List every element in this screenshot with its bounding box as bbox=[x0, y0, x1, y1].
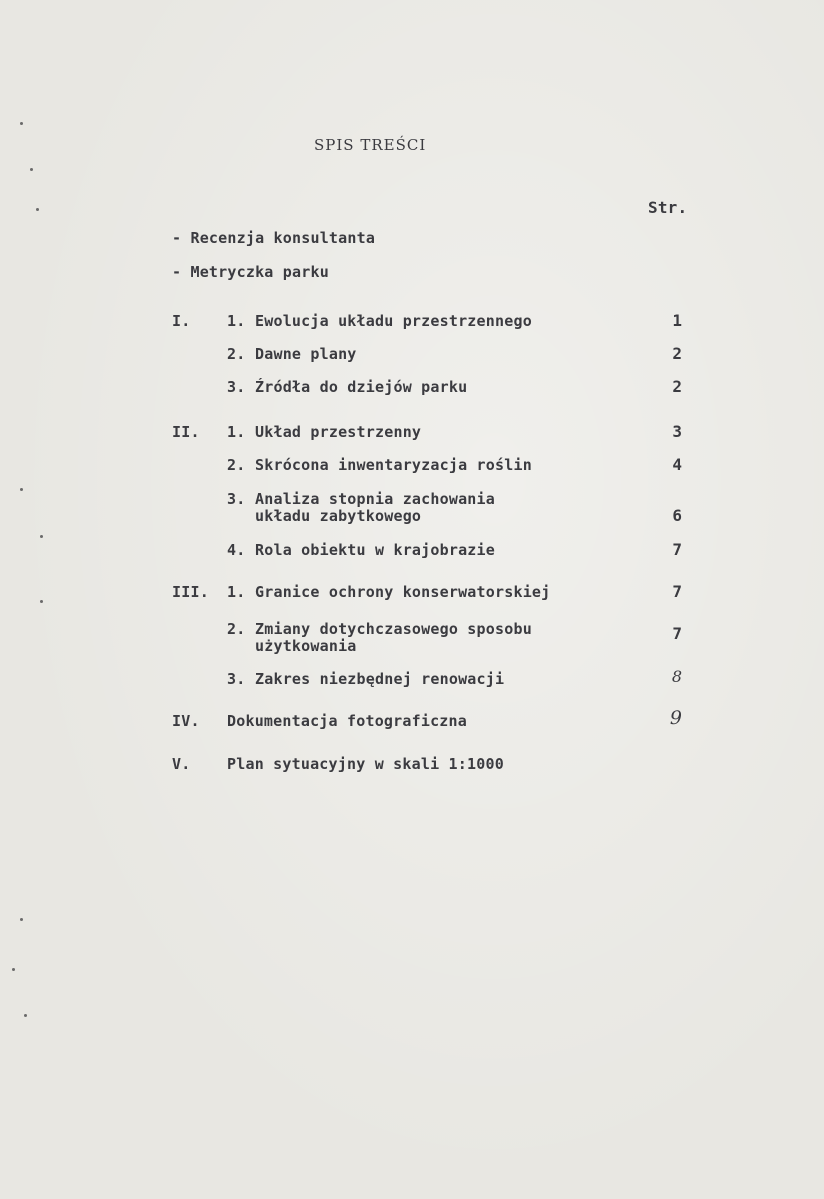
document-title: SPIS TREŚCI bbox=[314, 136, 427, 154]
entry-title: Zakres niezbędnej renowacji bbox=[255, 670, 505, 688]
entry-title: Zmiany dotychczasowego sposobu bbox=[255, 620, 532, 638]
scan-speck bbox=[12, 968, 15, 971]
entry-title: Skrócona inwentaryzacja roślin bbox=[255, 456, 532, 474]
scan-speck bbox=[20, 918, 23, 921]
entry-page: 9 bbox=[669, 707, 682, 729]
entry-number: 3. bbox=[227, 378, 246, 396]
preliminary-item: - Recenzja konsultanta bbox=[172, 229, 376, 247]
entry-page: 2 bbox=[672, 344, 682, 363]
entry-title: Dokumentacja fotograficzna bbox=[227, 712, 467, 730]
entry-title: Ewolucja układu przestrzennego bbox=[255, 312, 532, 330]
section-numeral: I. bbox=[172, 312, 191, 330]
entry-number: 2. bbox=[227, 456, 246, 474]
entry-title: Źródła do dziejów parku bbox=[255, 378, 468, 396]
scan-speck bbox=[40, 600, 43, 603]
entry-number: 2. bbox=[227, 620, 246, 638]
scan-speck bbox=[24, 1014, 27, 1017]
entry-title-continued: układu zabytkowego bbox=[255, 507, 422, 525]
preliminary-item: - Metryczka parku bbox=[172, 263, 329, 281]
entry-title: Plan sytuacyjny w skali 1:1000 bbox=[227, 755, 504, 773]
entry-page: 2 bbox=[672, 377, 682, 396]
entry-number: 3. bbox=[227, 670, 246, 688]
entry-title: Układ przestrzenny bbox=[255, 423, 422, 441]
entry-title-continued: użytkowania bbox=[255, 637, 357, 655]
entry-title: Dawne plany bbox=[255, 345, 357, 363]
scan-speck bbox=[36, 208, 39, 211]
section-numeral: IV. bbox=[172, 712, 200, 730]
scan-speck bbox=[20, 488, 23, 491]
entry-page: 7 bbox=[672, 540, 682, 559]
entry-title: Analiza stopnia zachowania bbox=[255, 490, 495, 508]
entry-page: 3 bbox=[672, 422, 682, 441]
page-column-header: Str. bbox=[648, 198, 688, 217]
entry-number: 4. bbox=[227, 541, 246, 559]
section-numeral: III. bbox=[172, 583, 209, 601]
entry-page: 1 bbox=[672, 311, 682, 330]
entry-page: 7 bbox=[672, 624, 682, 643]
entry-title: Granice ochrony konserwatorskiej bbox=[255, 583, 551, 601]
scan-speck bbox=[20, 122, 23, 125]
entry-number: 1. bbox=[227, 312, 246, 330]
section-numeral: V. bbox=[172, 755, 191, 773]
entry-page: 8 bbox=[671, 667, 682, 686]
entry-number: 3. bbox=[227, 490, 246, 508]
scan-speck bbox=[30, 168, 33, 171]
entry-page: 4 bbox=[672, 455, 682, 474]
entry-page: 6 bbox=[672, 506, 682, 525]
entry-title: Rola obiektu w krajobrazie bbox=[255, 541, 495, 559]
scan-speck bbox=[40, 535, 43, 538]
entry-number: 1. bbox=[227, 423, 246, 441]
entry-number: 2. bbox=[227, 345, 246, 363]
entry-number: 1. bbox=[227, 583, 246, 601]
entry-page: 7 bbox=[672, 582, 682, 601]
section-numeral: II. bbox=[172, 423, 200, 441]
